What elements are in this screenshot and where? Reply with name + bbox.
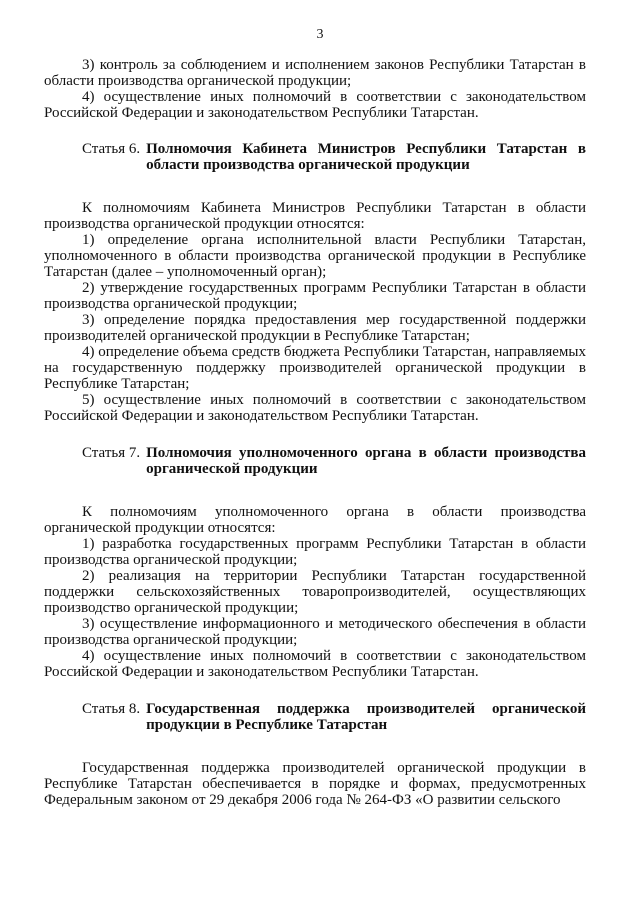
article-7-item-4: 4) осуществление иных полномочий в соответствии с законодательством Российской Федерации и законодательством Республики Татарстан. xyxy=(44,648,586,680)
article-7-item-2: 2) реализация на территории Республики Татарстан государственной поддержки сельскохозяйственных товаропроизводителей, осуществляющих производство органической продукции; xyxy=(44,568,586,616)
article-7-item-3: 3) осуществление информационного и методического обеспечения в области производства органической продукции; xyxy=(44,616,586,648)
article-8-title: Государственная поддержка производителей органической продукции в Республике Татарстан xyxy=(146,701,586,733)
article-6-item-3: 3) определение порядка предоставления мер государственной поддержки производителей органической продукции в Республике Татарстан; xyxy=(44,312,586,344)
article-6-title: Полномочия Кабинета Министров Республики Татарстан в области производства органической продукции xyxy=(146,141,586,173)
article-6-heading xyxy=(44,141,586,173)
article-6-item-2: 2) утверждение государственных программ Республики Татарстан в области производства органической продукции; xyxy=(44,280,586,312)
article-6-item-4: 4) определение объема средств бюджета Республики Татарстан, направляемых на государственную поддержку производителей органической продукции в Республике Татарстан; xyxy=(44,344,586,392)
article-6-item-5: 5) осуществление иных полномочий в соответствии с законодательством Российской Федерации и законодательством Республики Татарстан. xyxy=(44,392,586,424)
article-7-title: Полномочия уполномоченного органа в области производства органической продукции xyxy=(146,445,586,477)
article-8-body: Государственная поддержка производителей органической продукции в Республике Татарстан обеспечивается в порядке и формах, предусмотренных Федеральным законом от 29 декабря 2006 года № 264-ФЗ «О развитии сельского xyxy=(44,760,586,808)
article-7-heading xyxy=(44,445,586,477)
article-7-item-1: 1) разработка государственных программ Республики Татарстан в области производства органической продукции; xyxy=(44,536,586,568)
page-number: 3 xyxy=(316,27,324,42)
top-item-4: 4) осуществление иных полномочий в соответствии с законодательством Российской Федерации и законодательством Республики Татарстан. xyxy=(44,89,586,121)
article-6-item-1: 1) определение органа исполнительной власти Республики Татарстан, уполномоченного в области производства органической продукции в Республике Татарстан (далее – уполномоченный орган); xyxy=(44,232,586,280)
article-6-intro: К полномочиям Кабинета Министров Республики Татарстан в области производства органической продукции относятся: xyxy=(44,200,586,232)
article-7-label: Статья 7. xyxy=(82,445,141,461)
article-8-heading xyxy=(44,701,586,733)
article-8-label: Статья 8. xyxy=(82,701,141,717)
document-body xyxy=(44,57,586,808)
article-7-intro: К полномочиям уполномоченного органа в области производства органической продукции относятся: xyxy=(44,504,586,536)
top-item-3: 3) контроль за соблюдением и исполнением законов Республики Татарстан в области производства органической продукции; xyxy=(44,57,586,89)
article-6-label: Статья 6. xyxy=(82,141,141,157)
